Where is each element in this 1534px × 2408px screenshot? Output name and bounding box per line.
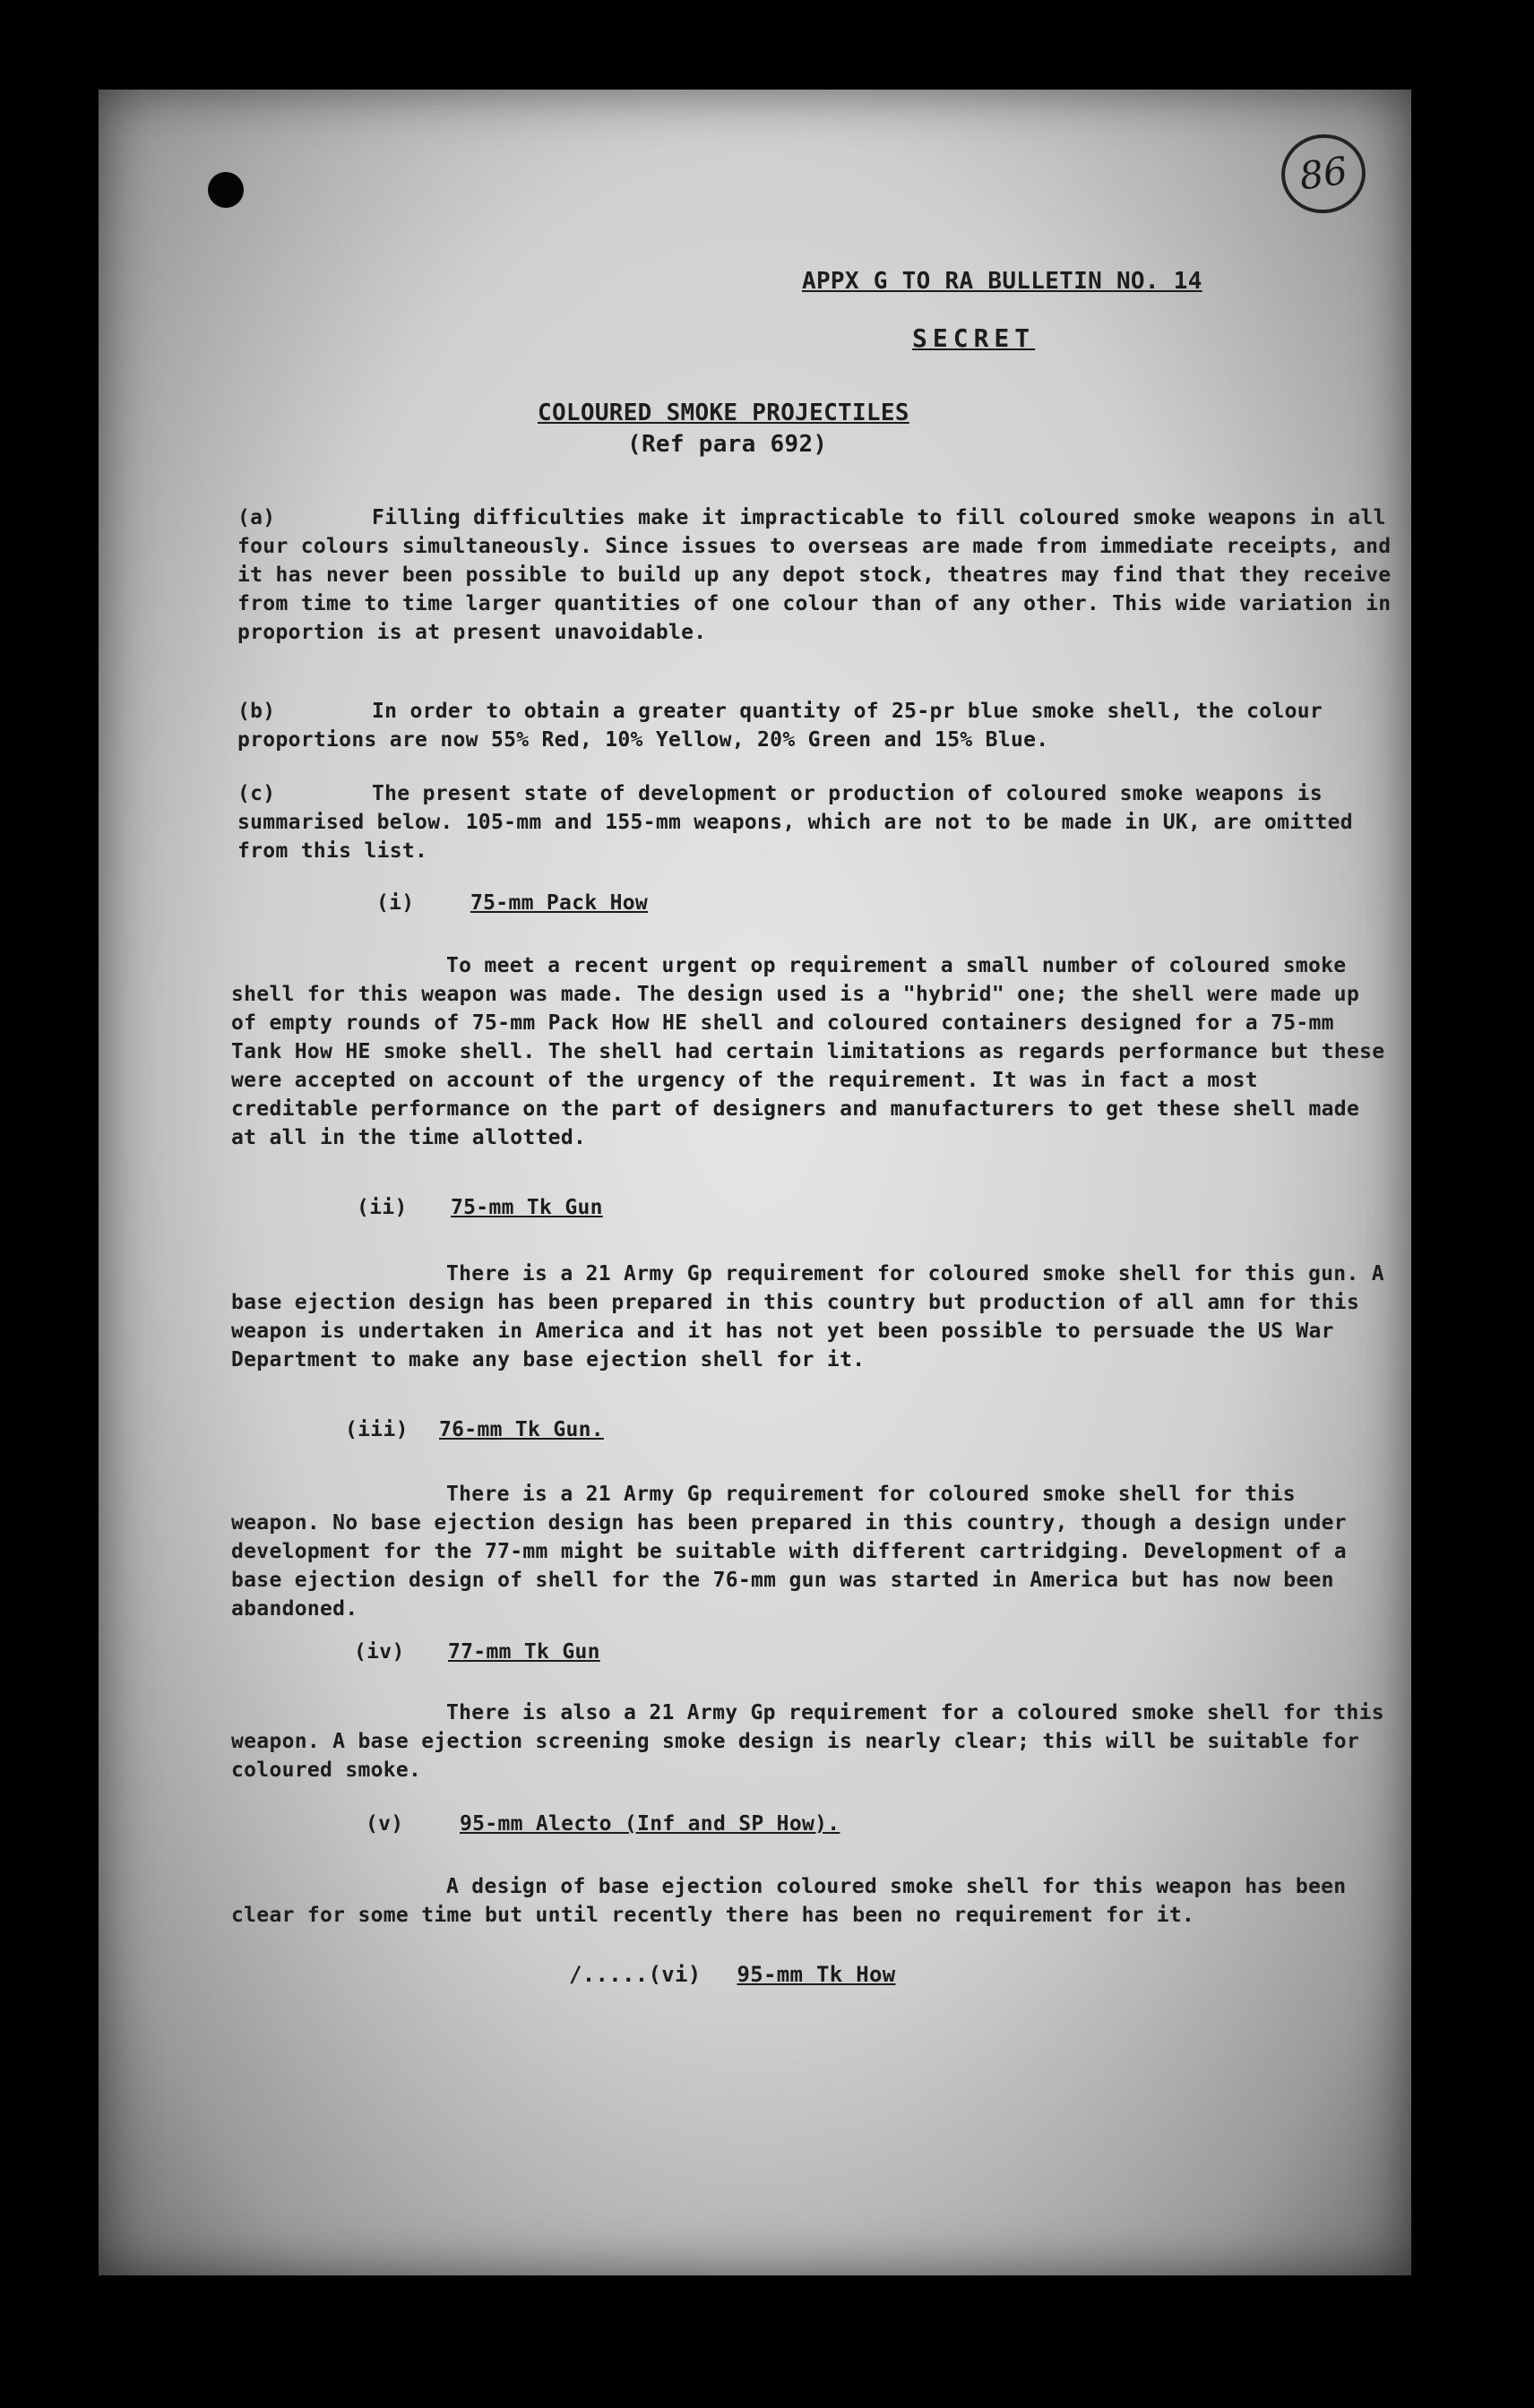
weapon-text-iv: There is also a 21 Army Gp requirement for a coloured smoke shell for this weapon. A base ejection screening smoke design is nearly clear; this will be suitable for coloured smoke. bbox=[231, 1701, 1384, 1782]
weapon-numeral: (iii) bbox=[345, 1418, 409, 1441]
weapon-text-i: To meet a recent urgent op requirement a small number of coloured smoke shell for this weapon was made. The design used is a "hybrid" one; the shell were made up of empty rounds of 75-mm Pack How HE shell and coloured containers designed for a 75-mm Tank How HE smoke shell. The shell had certain limitations as regards performance but these were accepted on account of the urgency of the requirement. It was in fact a most creditable performance on the part of designers and manufacturers to get these shell made at all in the time allotted. bbox=[231, 954, 1385, 1149]
document-sheet bbox=[99, 90, 1411, 2275]
weapon-heading-ii bbox=[357, 1193, 603, 1222]
paragraph-text: The present state of development or production of coloured smoke weapons is summarised below. 105-mm and 155-mm weapons, which are not to be made in UK, are omitted from this list. bbox=[237, 782, 1353, 863]
paragraph-b bbox=[237, 697, 1393, 754]
weapon-name: 77-mm Tk Gun bbox=[448, 1640, 600, 1664]
weapon-text-iii: There is a 21 Army Gp requirement for coloured smoke shell for this weapon. No base ejection design has been prepared in this country, though a design under development for the 77-mm might be suitable with different cartridging. Development of a base ejection design of shell for the 76-mm gun was started in America but has now been abandoned. bbox=[231, 1483, 1347, 1621]
continuation-name: 95-mm Tk How bbox=[737, 1962, 896, 1987]
continuation-prefix: /.....(vi) bbox=[569, 1962, 702, 1987]
paragraph-text: Filling difficulties make it impracticable to fill coloured smoke weapons in all four colours simultaneously. Since issues to overseas are made from immediate receipts, and it has never been possible to build up any depot stock, theatres may find that they receive from time to time larger quantities of one colour than of any other. This wide variation in proportion is at present unavoidable. bbox=[237, 506, 1392, 644]
folio-number-stamp: 86 bbox=[1276, 129, 1370, 219]
weapon-name: 75-mm Pack How bbox=[470, 891, 649, 915]
paragraph-a bbox=[237, 503, 1393, 647]
weapon-numeral: (v) bbox=[366, 1812, 404, 1836]
paragraph-text: In order to obtain a greater quantity of 25-pr blue smoke shell, the colour proportions are now 55% Red, 10% Yellow, 20% Green and 15% Blue. bbox=[237, 700, 1323, 752]
document-title: COLOURED SMOKE PROJECTILES bbox=[538, 400, 909, 426]
paragraph-label: (a) bbox=[237, 506, 276, 529]
weapon-text-v: A design of base ejection coloured smoke shell for this weapon has been clear for some time but until recently there has been no requirement for it. bbox=[231, 1875, 1347, 1927]
classification-marking: SECRET bbox=[912, 323, 1036, 353]
weapon-numeral: (iv) bbox=[354, 1640, 405, 1664]
weapon-heading-v bbox=[366, 1810, 840, 1838]
document-subtitle: (Ref para 692) bbox=[627, 431, 828, 458]
weapon-name: 95-mm Alecto (Inf and SP How). bbox=[460, 1812, 840, 1836]
paragraph-c bbox=[237, 779, 1393, 865]
paragraph-label: (c) bbox=[237, 782, 276, 805]
weapon-name: 75-mm Tk Gun bbox=[451, 1196, 603, 1219]
weapon-heading-i bbox=[376, 889, 648, 917]
weapon-numeral: (i) bbox=[376, 891, 415, 915]
header-reference: APPX G TO RA BULLETIN NO. 14 bbox=[802, 268, 1202, 295]
punch-hole bbox=[208, 172, 244, 208]
weapon-heading-iii bbox=[345, 1415, 604, 1444]
weapon-text-ii: There is a 21 Army Gp requirement for coloured smoke shell for this gun. A base ejection design has been prepared in this country but production of all amn for this weapon is undertaken in America and it has not yet been possible to persuade the US War Department to make any base ejection shell for it. bbox=[231, 1262, 1384, 1372]
paragraph-label: (b) bbox=[237, 700, 276, 723]
continuation-line bbox=[569, 1960, 896, 1989]
weapon-name: 76-mm Tk Gun. bbox=[439, 1418, 604, 1441]
weapon-numeral: (ii) bbox=[357, 1196, 408, 1219]
weapon-heading-iv bbox=[354, 1638, 600, 1666]
